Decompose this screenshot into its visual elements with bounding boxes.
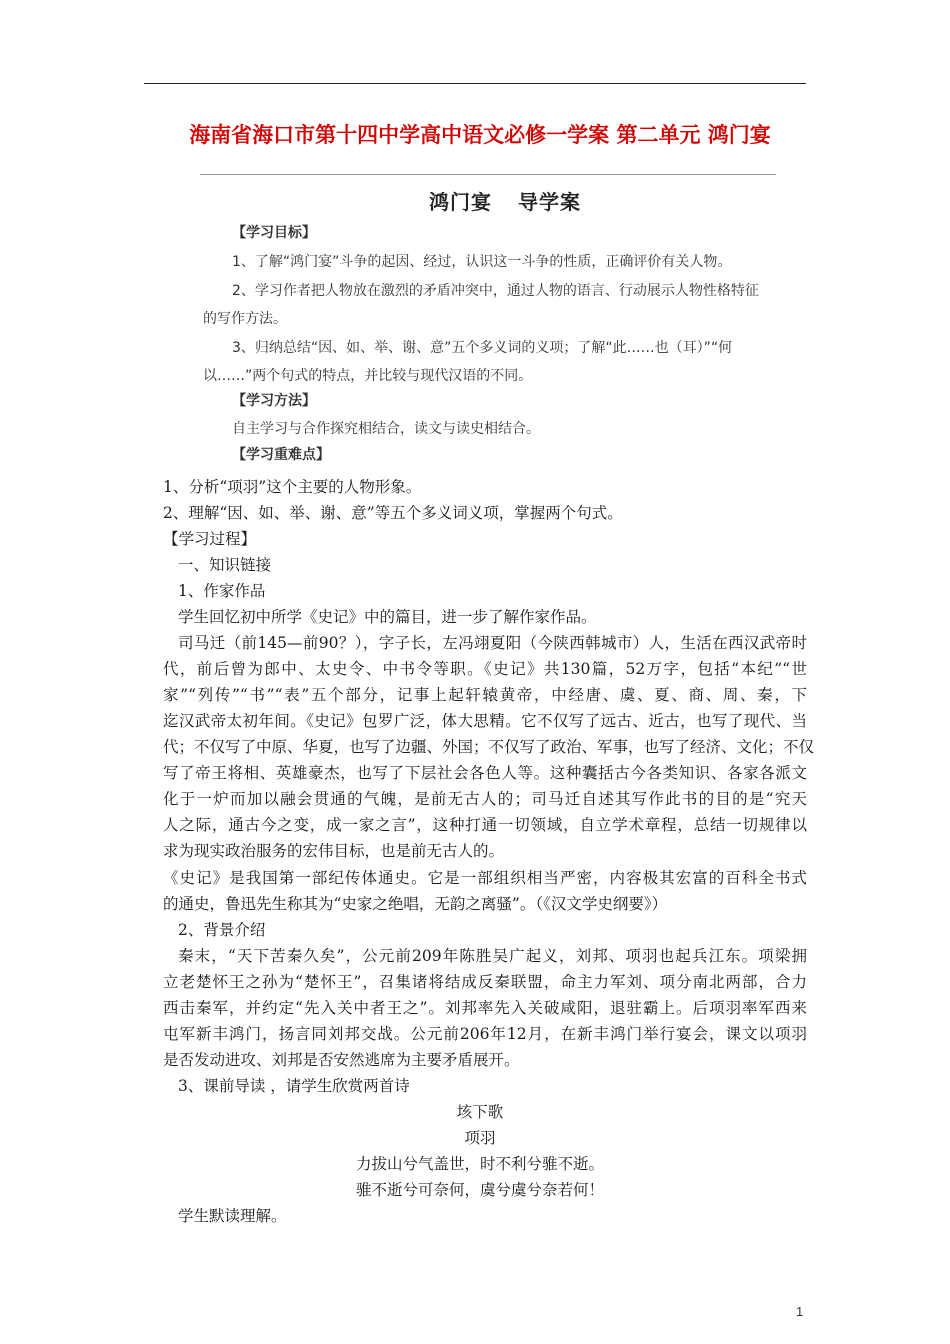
subtitle-guide: 导学案 xyxy=(518,190,581,214)
objective-2-line-2: 的写作方法。 xyxy=(203,311,287,327)
document-title: 海南省海口市第十四中学高中语文必修一学案 第二单元 鸿门宴 xyxy=(189,123,771,147)
section-subtitle xyxy=(395,186,615,215)
keypoints-heading: 【学习重难点】 xyxy=(232,447,330,463)
background-line: 立老楚怀王之孙为“楚怀王”，召集诸将结成反秦联盟，命主力军刘、项分南北两部，合力 xyxy=(163,973,807,991)
title-underline xyxy=(200,174,776,175)
objective-2-line-1: 2、学习作者把人物放在激烈的矛盾冲突中，通过人物的语言、行动展示人物性格特征 xyxy=(232,283,759,299)
methods-heading: 【学习方法】 xyxy=(232,393,316,409)
review-line: 的通史，鲁迅先生称其为“史家之绝唱，无韵之离骚”。（《汉文学史纲要》） xyxy=(163,895,668,913)
subsection-author-works: 1、作家作品 xyxy=(178,582,266,600)
process-heading: 【学习过程】 xyxy=(163,530,257,548)
keypoint-2: 2、理解“因、如、举、谢、意”等五个多义词义项，掌握两个句式。 xyxy=(163,504,623,522)
paragraph-recall: 学生回忆初中所学《史记》中的篇目，进一步了解作家作品。 xyxy=(178,608,597,626)
page-number: 1 xyxy=(796,1304,804,1319)
section-knowledge-link: 一、知识链接 xyxy=(178,556,272,574)
objective-3-line-2: 以……”两个句式的特点，并比较与现代汉语的不同。 xyxy=(203,368,533,384)
poem-title: 垓下歌 xyxy=(456,1103,504,1121)
bio-line: 代，前后曾为郎中、太史令、中书令等职。《史记》共130篇，52万字，包括“本纪”“世 xyxy=(163,660,807,678)
background-line: 是否发动进攻、刘邦是否安然逃席为主要矛盾展开。 xyxy=(163,1051,520,1069)
objective-1: 1、了解“鸿门宴”斗争的起因、经过，认识这一斗争的性质，正确评价有关人物。 xyxy=(232,254,732,270)
closing-text: 学生默读理解。 xyxy=(178,1207,287,1225)
background-line: 屯军新丰鸿门，扬言同刘邦交战。公元前206年12月，在新丰鸿门举行宴会，课文以项羽 xyxy=(163,1025,807,1043)
objective-3-line-1: 3、归纳总结“因、如、举、谢、意”五个多义词的义项；了解“此……也（耳）”“何 xyxy=(232,340,733,356)
bio-line: 化于一炉而加以融会贯通的气魄，是前无古人的；司马迁自述其写作此书的目的是“究天 xyxy=(163,790,807,808)
review-line: 《史记》是我国第一部纪传体通史。它是一部组织相当严密，内容极其宏富的百科全书式 xyxy=(163,869,807,887)
subtitle-lesson: 鸿门宴 xyxy=(429,190,492,214)
top-rule xyxy=(144,83,806,84)
poem-line-2: 骓不逝兮可奈何，虞兮虞兮奈若何！ xyxy=(355,1181,604,1199)
bio-line: 求为现实政治服务的宏伟目标，也是前无古人的。 xyxy=(163,842,505,860)
bio-line: 司马迁（前145—前90？），字子长，左冯翊夏阳（今陕西韩城市）人，生活在西汉武帝时 xyxy=(178,634,807,652)
bio-line: 人之际，通古今之变，成一家之言”，这种打通一切领域，自立学术章程，总结一切规律以 xyxy=(163,816,807,834)
keypoint-1: 1、分析“项羽”这个主要的人物形象。 xyxy=(163,478,422,496)
background-line: 西击秦军，并约定“先入关中者王之”。刘邦率先入关破咸阳，退驻霸上。后项羽率军西来 xyxy=(163,999,807,1017)
bio-line: 写了帝王将相、英雄豪杰，也写了下层社会各色人等。这种囊括古今各类知识、各家各派文 xyxy=(163,764,807,782)
poem-line-1: 力拔山兮气盖世，时不利兮骓不逝。 xyxy=(355,1155,604,1173)
poem-author: 项羽 xyxy=(464,1129,496,1147)
bio-line: 迄汉武帝太初年间。《史记》包罗广泛，体大思精。它不仅写了远古、近古，也写了现代、当 xyxy=(163,712,807,730)
methods-text: 自主学习与合作探究相结合，读文与读史相结合。 xyxy=(232,421,540,437)
bio-line: 代；不仅写了中原、华夏，也写了边疆、外国；不仅写了政治、军事，也写了经济、文化；不仅 xyxy=(163,738,815,756)
subsection-pre-reading: 3、课前导读 ，请学生欣赏两首诗 xyxy=(178,1077,410,1095)
subsection-background: 2、背景介绍 xyxy=(178,921,266,939)
bio-line: 家”“列传”“书”“表”五个部分，记事上起轩辕黄帝，中经唐、虞、夏、商、周、秦，下 xyxy=(163,686,807,704)
objectives-heading: 【学习目标】 xyxy=(232,225,316,241)
background-line: 秦末，“天下苦秦久矣”，公元前209年陈胜吴广起义，刘邦、项羽也起兵江东。项梁拥 xyxy=(178,947,807,965)
